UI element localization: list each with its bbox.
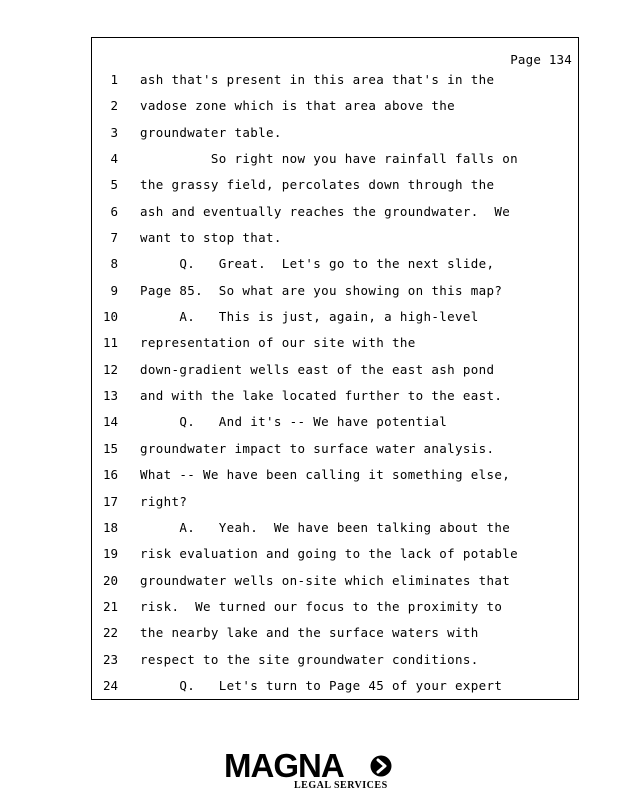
line-text: groundwater wells on-site which eliminates that [140,572,511,588]
line-number: 5 [110,177,118,193]
line-text: ash and eventually reaches the groundwater. We [140,203,511,219]
line-text: groundwater table. [140,124,282,140]
transcript-line [92,441,578,467]
transcript-line [92,204,578,230]
transcript-line [92,256,578,282]
line-number: 3 [110,124,118,140]
transcript-line [92,520,578,546]
line-number: 13 [102,388,118,404]
line-text: and with the lake located further to the east. [140,388,503,404]
line-number: 2 [110,98,118,114]
transcript-line [92,283,578,309]
transcript-line [92,599,578,625]
logo-subtitle: LEGAL SERVICES [294,780,388,791]
line-text: risk evaluation and going to the lack of potable [140,546,519,562]
transcript-line [92,230,578,256]
line-number: 10 [102,309,118,325]
line-number: 16 [102,467,118,483]
transcript-line [92,652,578,678]
transcript-line [92,494,578,520]
line-number: 1 [110,72,118,87]
transcript-line [92,414,578,440]
line-text: Q. Great. Let's go to the next slide, [140,256,495,272]
line-text: respect to the site groundwater conditions. [140,651,479,667]
line-number: 21 [102,598,118,614]
line-number: 19 [102,546,118,562]
transcript-line [92,362,578,388]
line-number: 24 [102,677,118,693]
line-text: A. This is just, again, a high-level [140,309,479,325]
transcript-line [92,467,578,493]
line-text: the grassy field, percolates down through the [140,177,495,193]
line-number: 20 [102,572,118,588]
line-text: ash that's present in this area that's in the [140,72,495,87]
line-text: down-gradient wells east of the east ash pond [140,361,495,377]
transcript-line [92,546,578,572]
transcript-line [92,177,578,203]
line-number: 14 [102,414,118,430]
line-number: 18 [102,519,118,535]
line-text: A. Yeah. We have been talking about the [140,519,511,535]
line-number: 7 [110,230,118,246]
transcript-lines [92,72,578,704]
line-number: 6 [110,203,118,219]
line-text: representation of our site with the [140,335,416,351]
line-text: So right now you have rainfall falls on [140,151,519,167]
line-text: Q. And it's -- We have potential [140,414,448,430]
transcript-line [92,335,578,361]
line-text: Q. Let's turn to Page 45 of your expert [140,677,503,693]
logo-wordmark: MAGNA [224,747,344,784]
transcript-line [92,151,578,177]
transcript-line [92,573,578,599]
transcript-line [92,98,578,124]
line-text: What -- We have been calling it something else, [140,467,511,483]
line-number: 12 [102,361,118,377]
magna-logo [224,748,396,792]
line-number: 22 [102,625,118,641]
transcript-page [91,37,579,700]
transcript-line [92,72,578,98]
line-text: vadose zone which is that area above the [140,98,456,114]
transcript-line [92,625,578,651]
line-number: 8 [110,256,118,272]
transcript-line [92,125,578,151]
chevron-right-circle-icon [370,755,392,777]
line-text: Page 85. So what are you showing on this map? [140,282,503,298]
transcript-line [92,388,578,414]
line-text: groundwater impact to surface water analysis. [140,440,495,456]
line-number: 9 [110,282,118,298]
line-text: right? [140,493,188,509]
line-text: want to stop that. [140,230,282,246]
line-text: risk. We turned our focus to the proximity to [140,598,503,614]
transcript-line [92,678,578,704]
transcript-line [92,309,578,335]
line-text: the nearby lake and the surface waters with [140,625,479,641]
page-number: Page 134 [510,52,572,67]
line-number: 23 [102,651,118,667]
line-number: 11 [102,335,118,351]
line-number: 17 [102,493,118,509]
line-number: 15 [102,440,118,456]
line-number: 4 [110,151,118,167]
